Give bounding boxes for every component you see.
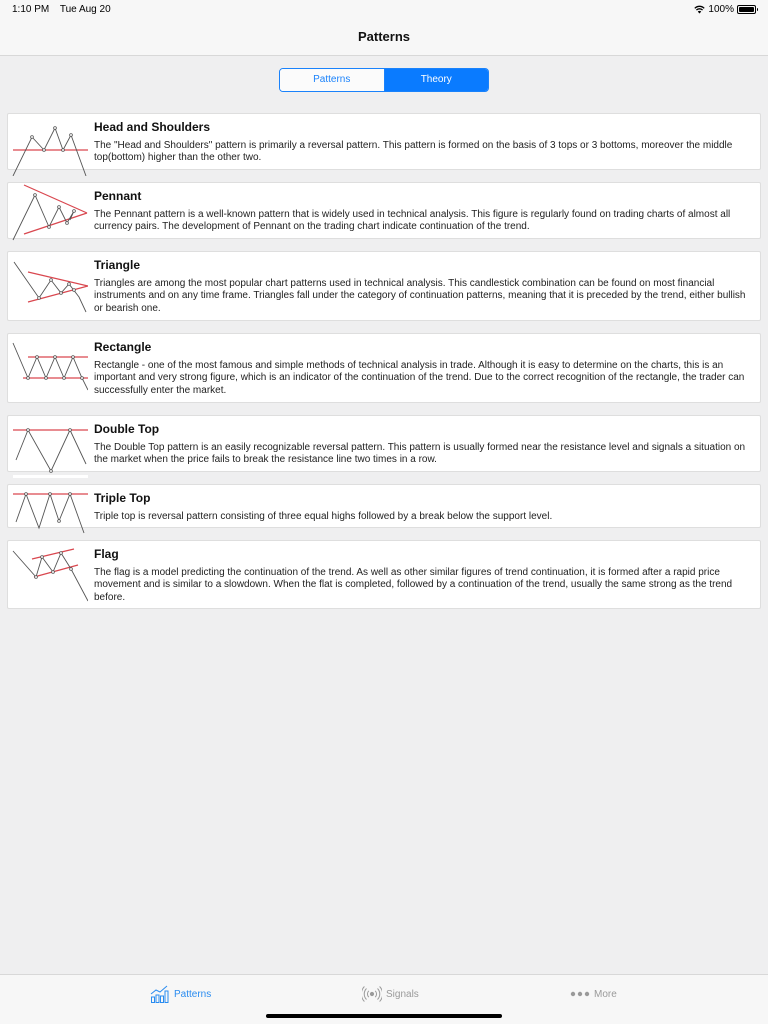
navigation-bar <box>0 18 768 56</box>
segment-theory[interactable]: Theory <box>385 69 489 91</box>
page-title: Patterns <box>357 29 411 44</box>
pattern-card-pennant[interactable] <box>7 182 761 239</box>
pattern-title: Triangle <box>94 258 141 272</box>
pattern-description: The flag is a model predicting the continuation of the trend. As well as other similar figures of trend continuation, it is formed after a rapid price movement and is similar to a slowdown. When the flat is completed, followed by a continuation of the trend, usually the same strong as the trend before. <box>94 567 733 603</box>
tab-label: Signals <box>386 988 419 1000</box>
pattern-title: Double Top <box>94 422 160 436</box>
tab-more[interactable] <box>570 985 617 1003</box>
status-date: Tue Aug 20 <box>59 4 111 15</box>
tab-label: More <box>594 988 617 1000</box>
pattern-description: Triple top is reversal pattern consisting of three equal highs followed by a break below the support level. <box>94 511 553 522</box>
pattern-card-head-and-shoulders[interactable] <box>7 113 761 170</box>
pattern-card-flag[interactable] <box>7 540 761 609</box>
double-top-chart-icon <box>8 416 88 471</box>
wifi-icon <box>694 5 705 14</box>
pattern-card-rectangle[interactable] <box>7 333 761 403</box>
pattern-title: Rectangle <box>94 340 152 354</box>
pattern-description: The Pennant pattern is a well-known pattern that is widely used in technical analysis. This figure is regularly found on trading charts of almost all currency pairs. The development of Pennant on the trading chart indicate continuation of the trend. <box>94 209 731 233</box>
pattern-title: Flag <box>94 547 119 561</box>
bar-chart-icon <box>150 985 170 1003</box>
home-indicator[interactable] <box>266 1014 502 1018</box>
pattern-title: Triple Top <box>94 491 151 505</box>
battery-percent: 100% <box>708 4 734 15</box>
battery-icon <box>737 5 756 14</box>
triple-top-chart-icon <box>8 485 88 527</box>
triangle-chart-icon <box>8 252 88 320</box>
tab-label: Patterns <box>174 988 212 1000</box>
pattern-description: The Double Top pattern is an easily recognizable reversal pattern. This pattern is usually formed near the resistance level and signals a situation on the market when the price fails to break the resistance line two times in a row. <box>94 442 746 466</box>
pattern-card-double-top[interactable] <box>7 415 761 472</box>
status-time: 1:10 PM <box>12 4 50 15</box>
pattern-title: Head and Shoulders <box>94 120 211 134</box>
segmented-control <box>279 68 489 92</box>
tab-bar <box>0 974 768 1024</box>
status-bar <box>0 0 768 18</box>
pattern-description: The "Head and Shoulders" pattern is primarily a reversal pattern. This pattern is formed on the basis of 3 tops or 3 bottoms, moreover the middle top(bottom) higher than the other two. <box>94 140 733 164</box>
segment-patterns[interactable]: Patterns <box>280 69 385 91</box>
pattern-description: Rectangle - one of the most famous and simple methods of technical analysis in trade. Although it is easy to determine on the charts, this is an important and very strong figure, which is an indicator of the continuation of the trend. Due to the correct recognition of the rectangle, the trader can successfully enter the market. <box>94 360 745 396</box>
pattern-list <box>7 113 761 621</box>
pattern-description: Triangles are among the most popular chart patterns used in technical analysis. This candlestick combination can be found on most financial instruments and on any time frame. Triangles fall under the category of continuation patterns, meaning that it is preceded by the trend, either bullish or bearish one. <box>94 278 746 314</box>
head-and-shoulders-chart-icon <box>8 114 88 169</box>
pattern-card-triple-top[interactable] <box>7 484 761 528</box>
more-dots-icon <box>570 985 590 1003</box>
pennant-chart-icon <box>8 183 88 238</box>
tab-signals[interactable] <box>362 985 419 1003</box>
flag-chart-icon <box>8 541 88 608</box>
broadcast-icon <box>362 985 382 1003</box>
rectangle-chart-icon <box>8 334 88 402</box>
pattern-card-triangle[interactable] <box>7 251 761 321</box>
pattern-title: Pennant <box>94 189 142 203</box>
tab-patterns[interactable] <box>150 985 211 1003</box>
